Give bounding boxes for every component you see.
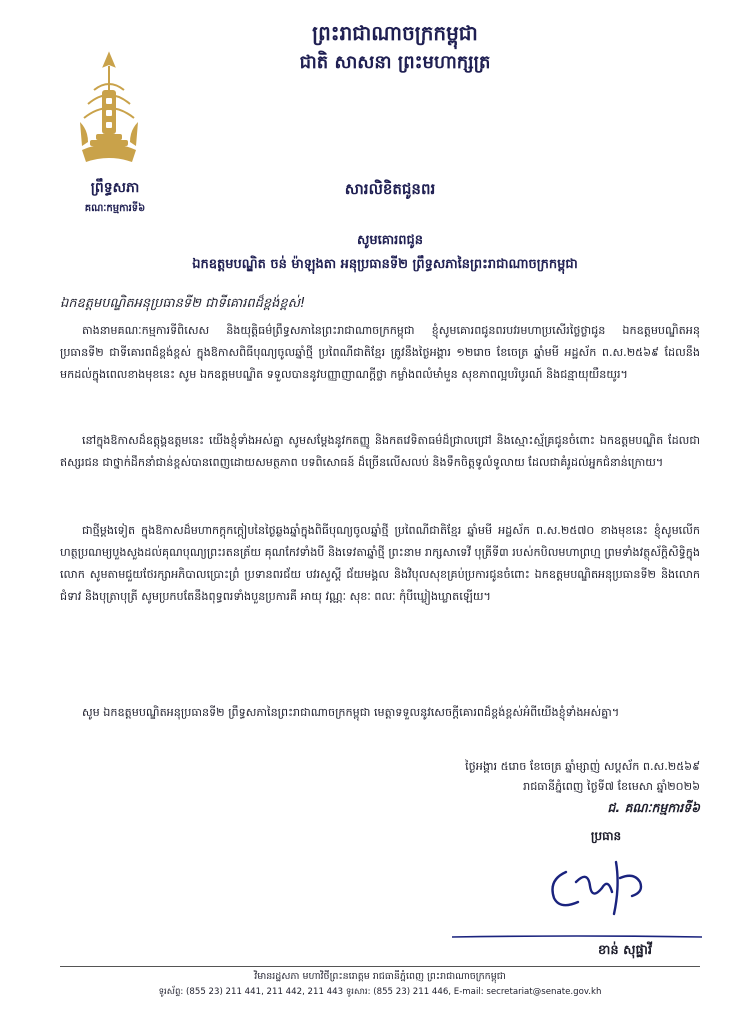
signer-name: ខាន់ សុផ្ឋាវី (597, 943, 653, 958)
senate-emblem-icon (78, 50, 140, 170)
footer-address: វិមានរដ្ឋសភា មហាវិថីព្រះនរោត្តម រាជធានីភ្នំពេញ ព្រះរាជាណាចក្រកម្ពុជា (254, 971, 506, 982)
kingdom-heading: ព្រះរាជាណាចក្រកម្ពុជា (312, 21, 478, 45)
body-paragraph-4: សូម ឯកឧត្តមបណ្ឌិតអនុប្រធានទី២ ព្រឹទ្ធសភានៃព្រះរាជាណាចក្រកម្ពុជា មេត្តាទទួលនូវសេចក្តីគោរពដ៏ខ្ពង់ខ្ពស់អំពីយើងខ្ញុំទាំងអស់គ្នា។ (82, 706, 620, 719)
committee-name: គណៈកម្មការទី៦ (84, 203, 146, 214)
footer-contact: ទូរស័ព្ទ: (855 23) 211 441, 211 442, 211 443 ទូរសារ: (855 23) 211 446, E-mail: secretariat@senate.gov.kh (158, 987, 602, 997)
addressee-intro: សូមគោរពជូន (356, 233, 423, 248)
issuing-organization (60, 178, 170, 216)
signer-role: ប្រធាន (590, 829, 622, 843)
body-paragraph-3: ជាថ្មីម្តងទៀត ក្នុងឱកាសដ៏មហាកក្តុកក្តៀបនៃថ្ងៃឆ្លងឆ្នាំក្នុងពិធីបុណ្យចូលឆ្នាំថ្មី ប្រពៃណីជាតិខ្មែរ ឆ្នាំមមី អដ្ឋស័ក ព.ស.២៥៧០ ខាងមុខនេះ ខ្ញុំសូមលើកហត្ថប្រណម្យបួងសួងដល់គុណបុណ្យព្រះរតនត្រ័យ គុណកែវទាំងបី និងទេវតាឆ្នាំថ្មី ព្រះនាម រាក្សសាទេវី បុត្រីទី៣ របស់កបិលមហាព្រហ្ម ព្រមទាំងវត្ថុស័ក្តិសិទ្ធិក្នុងលោក សូមតាមជួយថែរក្សាអភិបាលប្រោះព្រំ ប្រទានពរជ័យ បវរសួស្តី ជ័យមង្គល និងវិបុលសុខគ្រប់ប្រការជូនចំពោះ ឯកឧត្តមបណ្ឌិតអនុប្រធានទី២ និងលោកជំទាវ និងបុត្រាបុត្រី សូមប្រកបតែនឹងពុទ្ធពរទាំងបួនប្រការគឺ អាយុ វណ្ណៈ សុខៈ ពលៈ កុំបីឃ្លៀងឃ្លាតឡើយ។ (60, 524, 700, 603)
footer-divider (60, 966, 700, 967)
document-title: សារលិខិតជូនពរ (344, 180, 436, 198)
body-paragraph-1: តាងនាមគណៈកម្មការទីពិសេស និងយុត្តិធម៌ព្រឹទ្ធសភានៃព្រះរាជាណាចក្រកម្ពុជា ខ្ញុំសូមគោរពជូនពរបវរមហាប្រសើរថ្លៃថ្លាជូន ឯកឧត្តមបណ្ឌិតអនុប្រធានទី២ ជាទីគោរពដ៏ខ្ពង់ខ្ពស់ ក្នុងឱកាសពិធីបុណ្យចូលឆ្នាំថ្មី ប្រពៃណីជាតិខ្មែរ ត្រូវនឹងថ្ងៃអង្គារ ១២រោច ខែចេត្រ ឆ្នាំមមី អដ្ឋស័ក ព.ស.២៥៦៩ ដែលនឹងមកដល់ក្នុងពេលខាងមុខនេះ សូម ឯកឧត្តមបណ្ឌិត ទទួលបាននូវបញ្ញាញាណក្តីថ្លា កម្លាំងពលំមាំមួន សុខភាពល្អបរិបូរណ៍ និងជន្មាយុយឺនយូរ។ (60, 324, 700, 381)
on-behalf-of: ជ. គណៈកម្មការទី៦ (607, 800, 700, 815)
handwritten-signature (536, 852, 666, 922)
addressee-name: ឯកឧត្តមបណ្ឌិត ចន់ ម៉ាឡុងតា អនុប្រធានទី២ ព្រឹទ្ធសភានៃព្រះរាជាណាចក្រកម្ពុជា (192, 257, 578, 272)
lunar-date: ថ្ងៃអង្គារ ៥រោច ខែចេត្រ ឆ្នាំម្សាញ់ សប្តស័ក ព.ស.២៥៦៩ (465, 760, 700, 773)
senate-name: ព្រឹទ្ធសភា (90, 180, 140, 196)
solar-date: រាជធានីភ្នំពេញ ថ្ងៃទី៧ ខែមេសា ឆ្នាំ២០២៦ (523, 780, 700, 793)
national-motto: ជាតិ សាសនា ព្រះមហាក្សត្រ (299, 52, 491, 73)
body-paragraph-2: នៅក្នុងឱកាសដ៏ឧត្តុង្គឧត្តមនេះ យើងខ្ញុំទាំងអស់គ្នា សូមសម្តែងនូវកតញ្ញូ និងកតវេទិតាធម៌ដ៏ជ្រាលជ្រៅ និងស្មោះស្ម័គ្រជូនចំពោះ ឯកឧត្តមបណ្ឌិត ដែលជាឥស្សរជន ជាថ្នាក់ដឹកនាំជាន់ខ្ពស់បានពេញដោយសមត្ថភាព បទពិសោធន៍ ដ៏ច្រើនលើសលប់ និងទឹកចិត្តទូលំទូលាយ ដែលជាគំរូដល់អ្នកជំនាន់ក្រោយ។ (60, 434, 700, 469)
signature-rule (452, 935, 702, 938)
salutation: ឯកឧត្តមបណ្ឌិតអនុប្រធានទី២ ជាទីគោរពដ៏ខ្ពង់ខ្ពស់! (60, 296, 306, 311)
